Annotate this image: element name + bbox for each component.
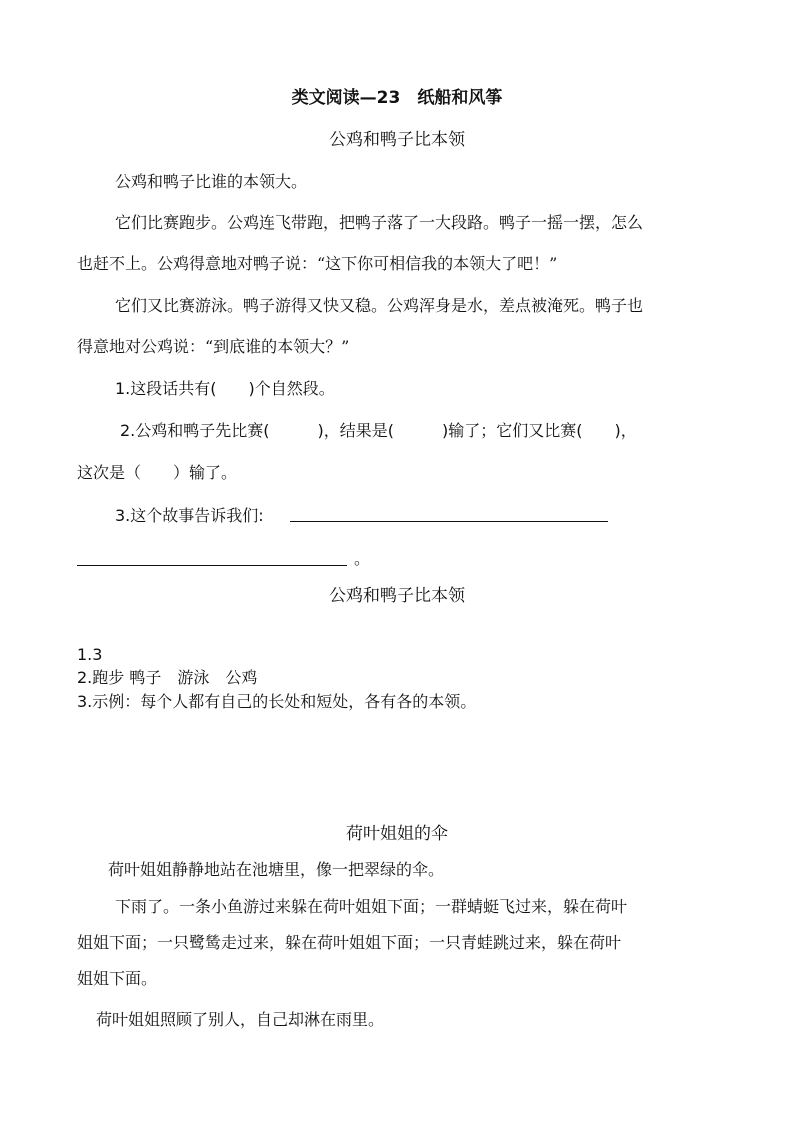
section2-paragraph-2-line-1: 下雨了。一条小鱼游过来躲在荷叶姐姐下面；一群蜻蜓飞过来，躲在荷叶 — [115, 897, 628, 916]
question-3-suffix: 。 — [354, 549, 371, 568]
answer-item-3: 3.示例：每个人都有自己的长处和短处，各有各的本领。 — [77, 692, 477, 711]
question-3-prefix: 3.这个故事告诉我们: — [115, 506, 264, 525]
section1-paragraph-2-line-1: 它们比赛跑步。公鸡连飞带跑，把鸭子落了一大段路。鸭子一摇一摆，怎么 — [115, 213, 644, 232]
section2-paragraph-2-line-2: 姐姐下面；一只鹭鸶走过来，躲在荷叶姐姐下面；一只青蛙跳过来，躲在荷叶 — [77, 933, 622, 952]
question-1: 1.这段话共有( )个自然段。 — [115, 379, 335, 398]
section1-paragraph-1: 公鸡和鸭子比谁的本领大。 — [115, 172, 308, 191]
section1-paragraph-2-line-2: 也赶不上。公鸡得意地对鸭子说：“这下你可相信我的本领大了吧！” — [77, 254, 558, 273]
section2-paragraph-3: 荷叶姐姐照顾了别人，自己却淋在雨里。 — [96, 1010, 385, 1029]
section1-paragraph-3-line-1: 它们又比赛游泳。鸭子游得又快又稳。公鸡浑身是水，差点被淹死。鸭子也 — [115, 296, 644, 315]
section1-heading: 公鸡和鸭子比本领 — [329, 130, 465, 150]
question-3-answer-blank-2 — [77, 565, 347, 566]
answer-item-1: 1.3 — [77, 645, 103, 664]
section1-paragraph-3-line-2: 得意地对公鸡说：“到底谁的本领大？” — [77, 337, 350, 356]
question-2-line-1: 2.公鸡和鸭子先比赛( )，结果是( )输了；它们又比赛( )， — [120, 421, 637, 440]
section2-heading: 荷叶姐姐的伞 — [346, 824, 448, 844]
answers-heading: 公鸡和鸭子比本领 — [329, 586, 465, 606]
answer-item-2: 2.跑步 鸭子 游泳 公鸡 — [77, 668, 258, 687]
section2-paragraph-2-line-3: 姐姐下面。 — [77, 969, 158, 988]
question-3-answer-blank-1 — [290, 521, 608, 522]
question-2-line-2: 这次是（ ）输了。 — [77, 463, 238, 482]
document-title: 类文阅读—23 纸船和风筝 — [291, 88, 503, 108]
section2-paragraph-1: 荷叶姐姐静静地站在池塘里，像一把翠绿的伞。 — [108, 860, 445, 879]
